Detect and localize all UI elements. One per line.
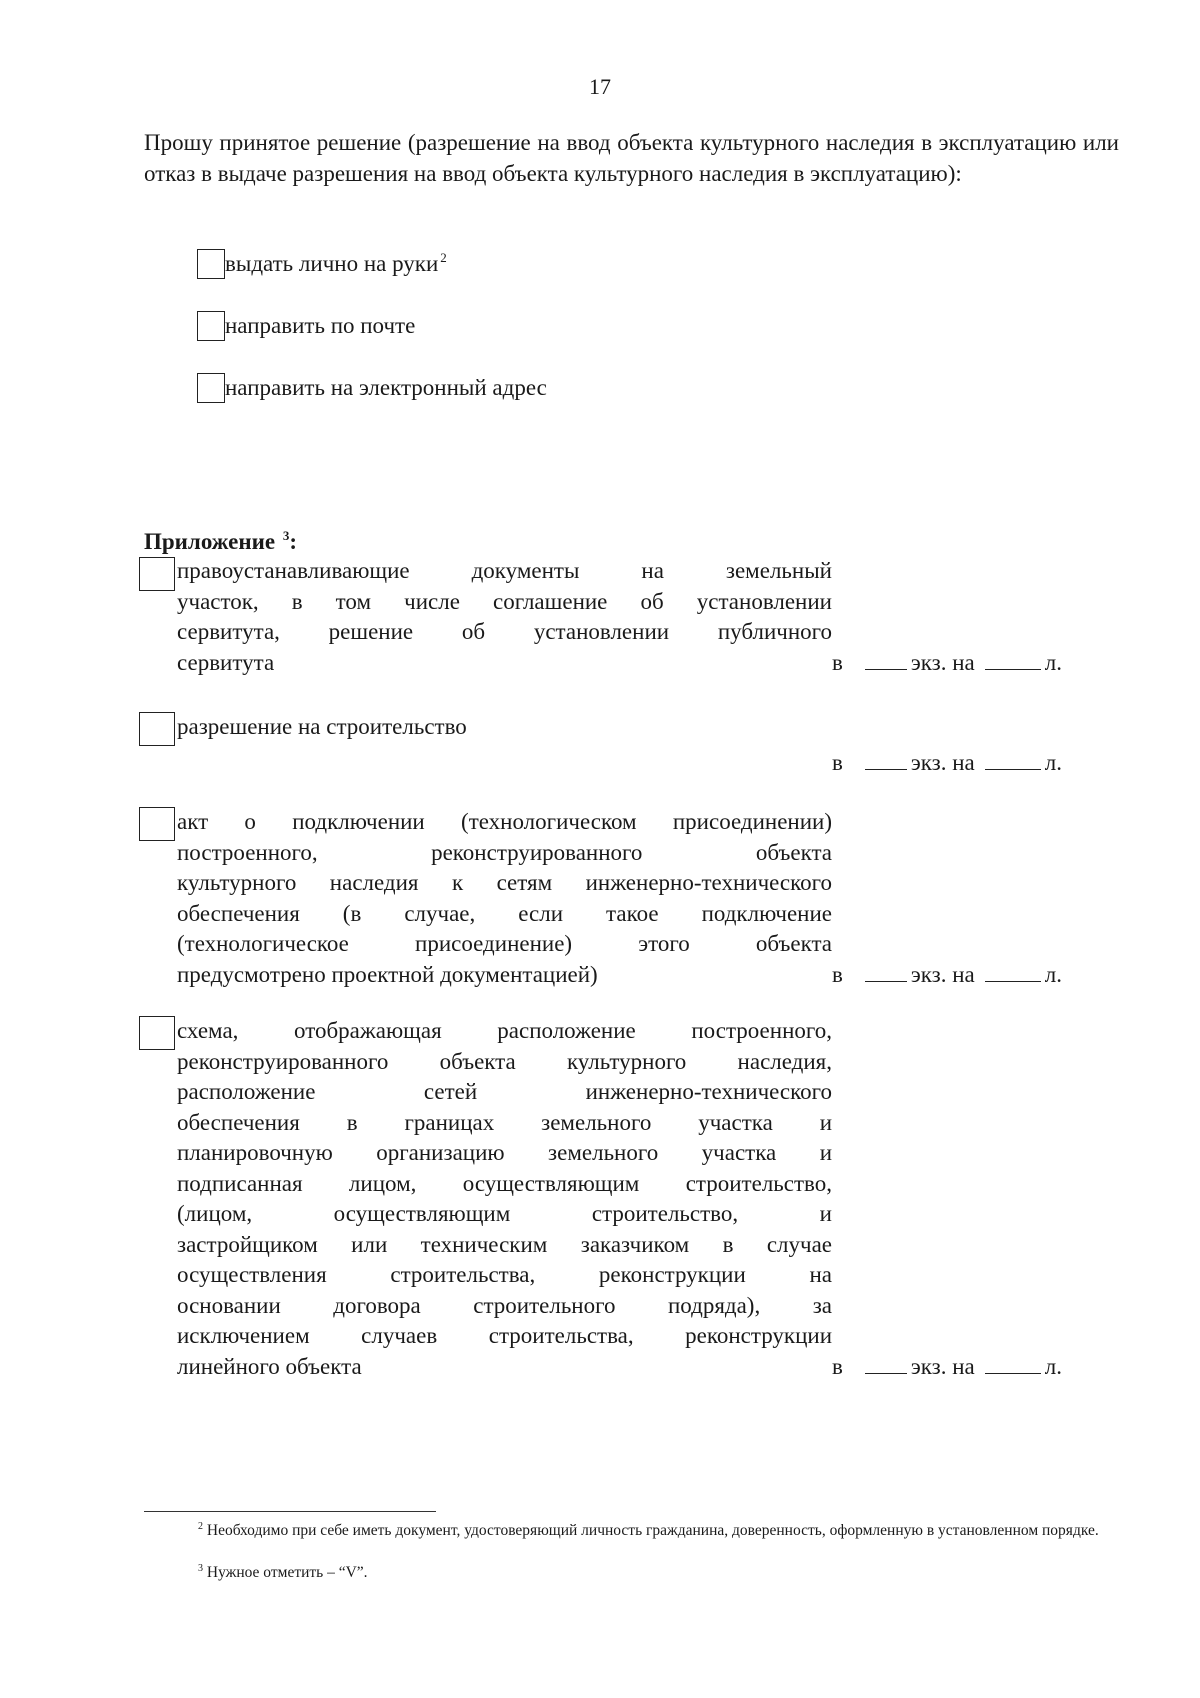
checkbox[interactable] — [139, 557, 175, 591]
checkbox[interactable] — [139, 712, 175, 746]
sheets-word: л. — [1044, 750, 1062, 775]
footnote-ref: 2 — [440, 249, 447, 265]
checkbox[interactable] — [197, 249, 225, 279]
sheets-count-blank[interactable] — [985, 747, 1041, 770]
delivery-option-in-person[interactable] — [197, 247, 447, 280]
item-text: разрешение на строительство — [177, 714, 467, 739]
copies-prefix: в — [832, 650, 843, 675]
item-text: правоустанавливающие документы на земельный участок, в том числе соглашение об установлении сервитута, решение об установлении публичного сервитута — [177, 558, 832, 675]
footnote-separator — [144, 1511, 436, 1512]
copies-prefix: в — [832, 750, 843, 775]
sheets-word: л. — [1044, 962, 1062, 987]
copies-field — [139, 747, 1200, 779]
copies-count-blank[interactable] — [865, 1351, 907, 1374]
item-text: схема, отображающая расположение построенного, реконструированного объекта культурного наследия, расположение сетей инженерно-технического обеспечения в границах земельного участка и планировочную организацию земельного участка и подписанная лицом, осуществляющим строительство, (лицом, осуществляющим строительство, и застройщиком или техническим заказчиком в случае осуществления строительства, реконструкции на основании договора строительного подряда), за исключением случаев строительства, реконструкции линейного объекта — [177, 1018, 832, 1379]
copies-field — [139, 647, 1200, 679]
copies-prefix: в — [832, 1354, 843, 1379]
copies-field — [139, 959, 1200, 991]
footnote-ref: 3 — [282, 528, 290, 544]
page-number: 17 — [589, 74, 611, 99]
copies-word: экз. на — [910, 1354, 975, 1379]
footnote-2: $^2$ Необходимо при себе иметь документ, удостоверяющий личность гражданина, доверенность, оформленную в установленном порядке. — [198, 1520, 1099, 1539]
copies-field — [139, 1351, 1200, 1383]
intro-paragraph: Прошу принятое решение (разрешение на ввод объекта культурного наследия в эксплуатацию или отказ в выдаче разрешения на ввод объекта культурного наследия в эксплуатацию): — [144, 130, 1119, 186]
option-label: направить по почте — [225, 312, 416, 338]
option-label: выдать лично на руки $^2$ — [225, 249, 447, 276]
copies-word: экз. на — [910, 750, 975, 775]
checkbox[interactable] — [139, 1016, 175, 1050]
delivery-option-mail[interactable] — [197, 309, 415, 342]
copies-count-blank[interactable] — [865, 647, 907, 670]
appendix-title: Приложение $^3$: — [144, 528, 297, 554]
checkbox[interactable] — [139, 807, 175, 841]
item-text: акт о подключении (технологическом присоединении) построенного, реконструированного объекта культурного наследия к сетям инженерно-технического обеспечения (в случае, если такое подключение (технологическое присоединение) этого объекта предусмотрено проектной документацией) — [177, 809, 832, 987]
copies-count-blank[interactable] — [865, 747, 907, 770]
sheets-word: л. — [1044, 650, 1062, 675]
copies-word: экз. на — [910, 962, 975, 987]
option-label: направить на электронный адрес — [225, 374, 547, 400]
delivery-option-email[interactable] — [197, 371, 547, 404]
sheets-count-blank[interactable] — [985, 647, 1041, 670]
checkbox[interactable] — [197, 373, 225, 403]
copies-word: экз. на — [910, 650, 975, 675]
footnote-3: $^3$ Нужное отметить – “V”. — [198, 1562, 368, 1581]
sheets-count-blank[interactable] — [985, 1351, 1041, 1374]
copies-prefix: в — [832, 962, 843, 987]
checkbox[interactable] — [197, 311, 225, 341]
sheets-word: л. — [1044, 1354, 1062, 1379]
sheets-count-blank[interactable] — [985, 959, 1041, 982]
copies-count-blank[interactable] — [865, 959, 907, 982]
